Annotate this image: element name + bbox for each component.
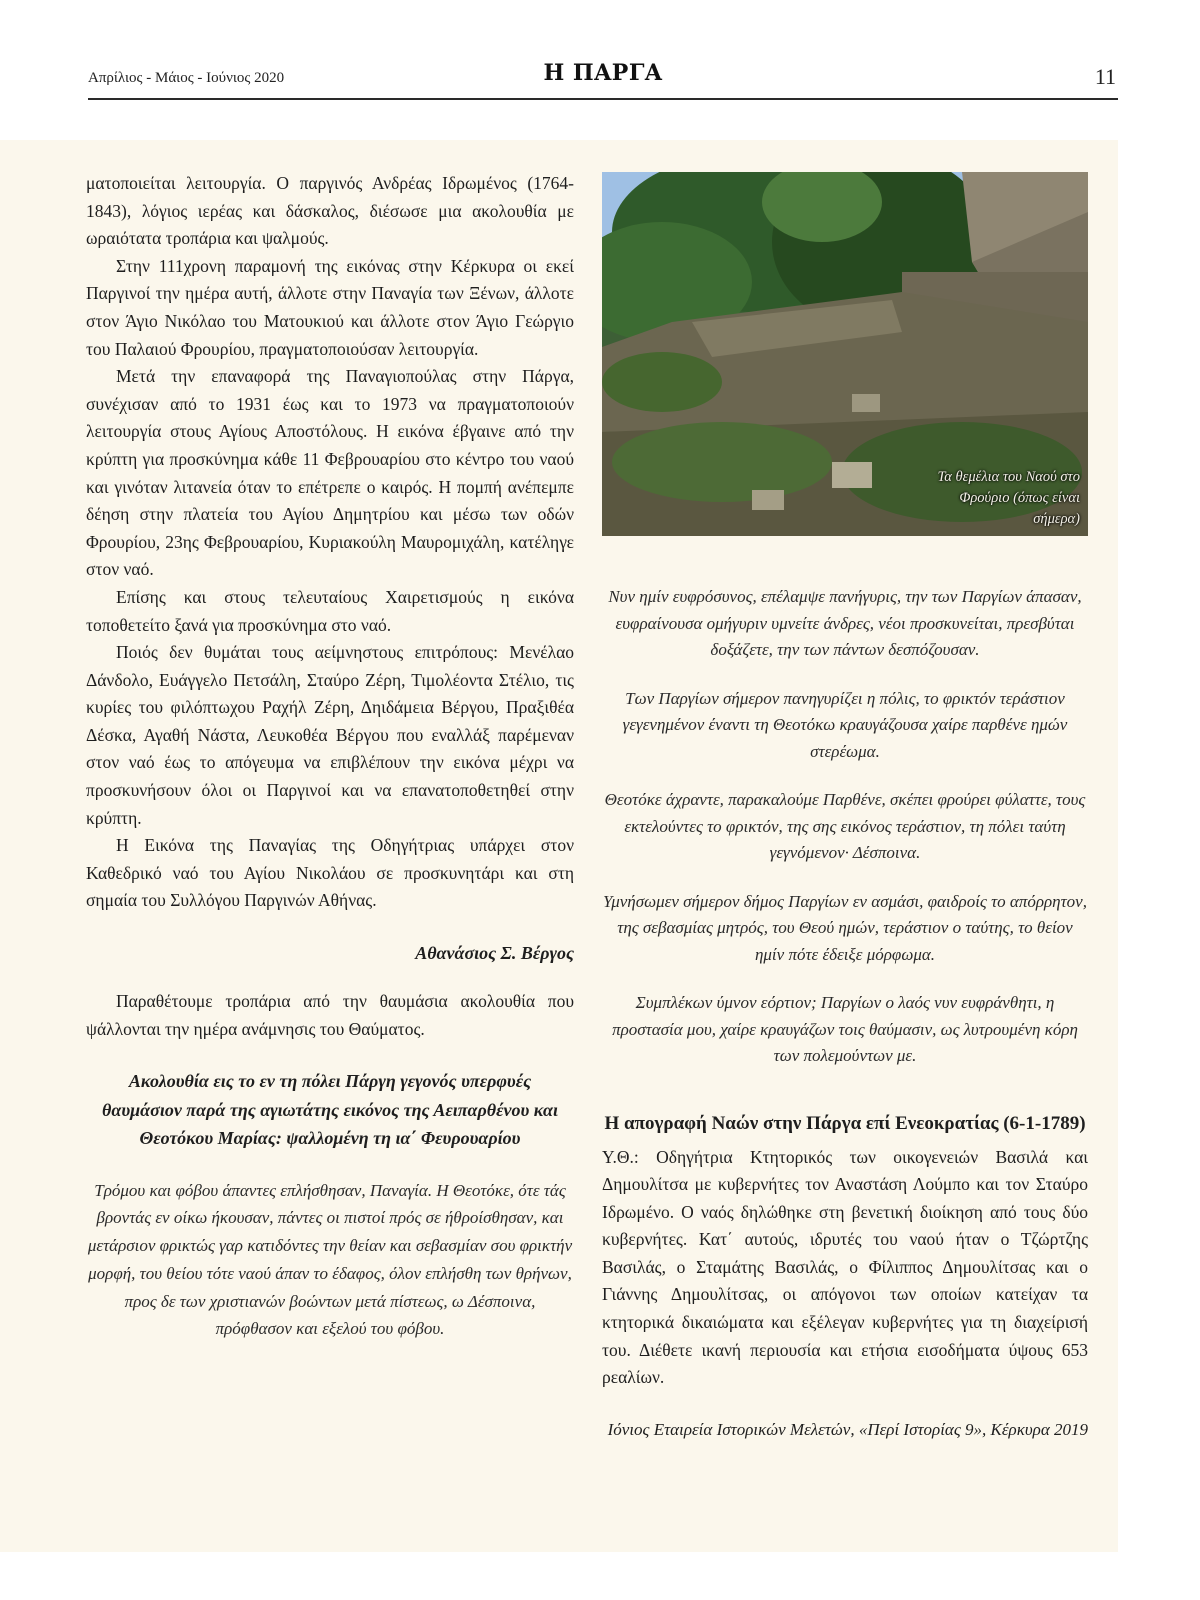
article-author: Αθανάσιος Σ. Βέργος (415, 943, 574, 964)
issue-date: Απρίλιος - Μάιος - Ιούνιος 2020 (88, 70, 285, 86)
hymn-text: Τρόμου και φόβου άπαντες επλήσθησαν, Παναγία. Η Θεοτόκε, ότε τάς βροντάς εν οίκω ήκουσαν, πάντες οι πιστοί πρός σε ήθροίσθησαν, και μετάρσιον φρικτώς γαρ κατιδόντες την θείαν και σεβασμίαν σου φρικτήν μορφή, του θείου τότε ναού άπαν το έδαφος, όλον επλήσθη των θρήνων, προς δε των χριστιανών βοώντων μετά πίστεως, ω Δέσποινα, πρόφθασον και εξελού του φόβου. (87, 1180, 573, 1339)
castle-foundations-photo (602, 172, 1088, 536)
census-paragraph: Υ.Θ.: Οδηγήτρια Κτητορικός των οικογενειών Βασιλά και Δημουλίτσα με κυβερνήτες τον Αναστάση Λούμπο και τον Σταύρο Ιδρωμένο. Ο ναός δηλώθηκε στη βενετική διοίκηση από τους δύο κυβερνήτες. Κατ΄ αυτούς, ιδρυτές του ναού ήταν ο Τζώρτζης Βασιλάς, ο Σταμάτης Βασιλάς, ο Φίλιππος Δημουλίτσας και ο Γιάννης Δημουλίτσας, οι απόγονοι των οποίων κατείχαν τα κτητορικά δικαιώματα και εξέλεγαν κυβερνήτες για τη διαχείρισή του. Διέθετε ικανή περιουσία και ετήσια εισοδήματα ύψους 653 ρεαλίων. (602, 1146, 1088, 1388)
right-column (602, 172, 1088, 1443)
page-number: 11 (1094, 64, 1116, 89)
paragraph: Επίσης και στους τελευταίους Χαιρετισμούς η εικόνα τοποθετείτο ξανά για προσκύνημα στο ναό. (86, 586, 574, 635)
section-title: Η απογραφή Ναών στην Πάργα επί Ενεοκρατίας (6-1-1789) (604, 1112, 1086, 1134)
paragraph: Ποιός δεν θυμάται τους αείμνηστους επιτρόπους: Μενέλαο Δάνδολο, Ευάγγελο Πετσάλη, Σταύρο Ζέρη, Τιμολέοντα Στέλιο, τις κυρίες του φιλόπτωχου Ραχήλ Ζέρη, Δηιδάμεια Βέργου, Πραξιθέα Δέσκα, Αγαθή Νάστα, Λευκοθέα Βέργου που εναλλάξ παρέμεναν στον ναό έως το απόγευμα να επιβλέπουν την εικόνα μέχρι να προσκυνήσουν όλοι οι Παργινοί και να επανατοποθετηθεί στην κρύπτη. (86, 642, 574, 828)
page-body (0, 140, 1118, 1552)
verse: Των Παργίων σήμερον πανηγυρίζει η πόλις, το φρικτόν τεράστιον γεγενημένον έναντι τη Θεοτόκω κραυγάζουσα χαίρε παρθένε ημών στερέωμα. (622, 688, 1068, 761)
verse: Υμνήσωμεν σήμερον δήμος Παργίων εν ασμάσι, φαιδροίς το απόρρητον, της σεβασμίας μητρός, του Θεού ημών, τεράστιον ο ταύτης, το θείον ημίν πότε έδειξε μόρφωμα. (603, 891, 1087, 964)
paragraph: Στην 111χρονη παραμονή της εικόνας στην Κέρκυρα οι εκεί Παργινοί την ημέρα αυτή, άλλοτε στην Παναγία των Ξένων, άλλοτε στον Άγιο Νικόλαο του Ματουκιού και άλλοτε στον Άγιο Γεώργιο του Παλαιού Φρουρίου, πραγματοποιούσαν λειτουργία. (86, 255, 574, 359)
newspaper-logo: Η ΠΑΡΓΑ (543, 60, 663, 86)
verse: Συμπλέκων ύμνον εόρτιον; Παργίων ο λαός νυν ευφράνθητι, η προστασία μου, χαίρε κραυγάζων τοις θαύμασιν, ως λυτρουμένη κόρη των πολεμούντων με. (612, 993, 1078, 1065)
paragraph: Η Εικόνα της Παναγίας της Οδηγήτριας υπάρχει στον Καθεδρικό ναό του Αγίου Νικολάου σε προσκυνητάρι και στη σημαία του Συλλόγου Παργινών Αθήνας. (86, 835, 574, 911)
verse: Νυν ημίν ευφρόσυνος, επέλαμψε πανήγυρις, την των Παργίων άπασαν, ευφραίνουσα ομήγυριν υμνείτε άνδρες, νέοι προσκυνείται, πρεσβύται δοξάζετε, την των πάντων δεσπόζουσαν. (608, 587, 1082, 659)
paragraph: ματοποιείται λειτουργία. Ο παργινός Ανδρέας Ιδρωμένος (1764-1843), λόγιος ιερέας και δάσκαλος, διέσωσε μια ακολουθία με ωραιότατα τροπάρια και ψαλμούς. (86, 173, 574, 249)
akolouthia-title: Ακολουθία εις το εν τη πόλει Πάργη γεγονός υπερφυές θαυμάσιον παρά της αγιωτάτης εικόνος της Αειπαρθένου και Θεοτόκου Μαρίας: ψαλλομένη τη ια΄ Φευρουαρίου (102, 1071, 558, 1149)
verse: Θεοτόκε άχραντε, παρακαλούμε Παρθένε, σκέπει φρούρει φύλαττε, τους εκτελούντες το φρικτόν, της σης εικόνος τεράστιον, τη πόλει ταύτη γεγνόμενον· Δέσποινα. (604, 790, 1086, 862)
paragraph: Μετά την επαναφορά της Παναγιοπούλας στην Πάργα, συνέχισαν από το 1931 έως και το 1973 να πραγματοποιούν λειτουργία στους Αγίους Αποστόλους. Η εικόνα έβγαινε από την κρύπτη για προσκύνημα κάθε 11 Φεβρουαρίου στο κέντρο του ναού και γινόταν λιτανεία όταν το επέτρεπε ο καιρός. Η πομπή ανέπεμπε δέηση στην πλατεία του Αγίου Δημητρίου και μέσω των οδών Φρουρίου, 23ης Φεβρουαρίου, Κυριακούλη Μαυρομιχάλη, κατέληγε στον ναό. (86, 366, 574, 580)
left-column (86, 170, 574, 1343)
intro-paragraph: Παραθέτουμε τροπάρια από την θαυμάσια ακολουθία που ψάλλονται την ημέρα ανάμνησις του Θαύματος. (86, 991, 574, 1039)
photo-caption: Τα θεμέλια του Ναού στο Φρούριο (όπως είναι σήμερα) (937, 469, 1080, 527)
page-header (88, 58, 1118, 100)
source-citation: Ιόνιος Εταιρεία Ιστορικών Μελετών, «Περί Ιστορίας 9», Κέρκυρα 2019 (607, 1419, 1088, 1439)
